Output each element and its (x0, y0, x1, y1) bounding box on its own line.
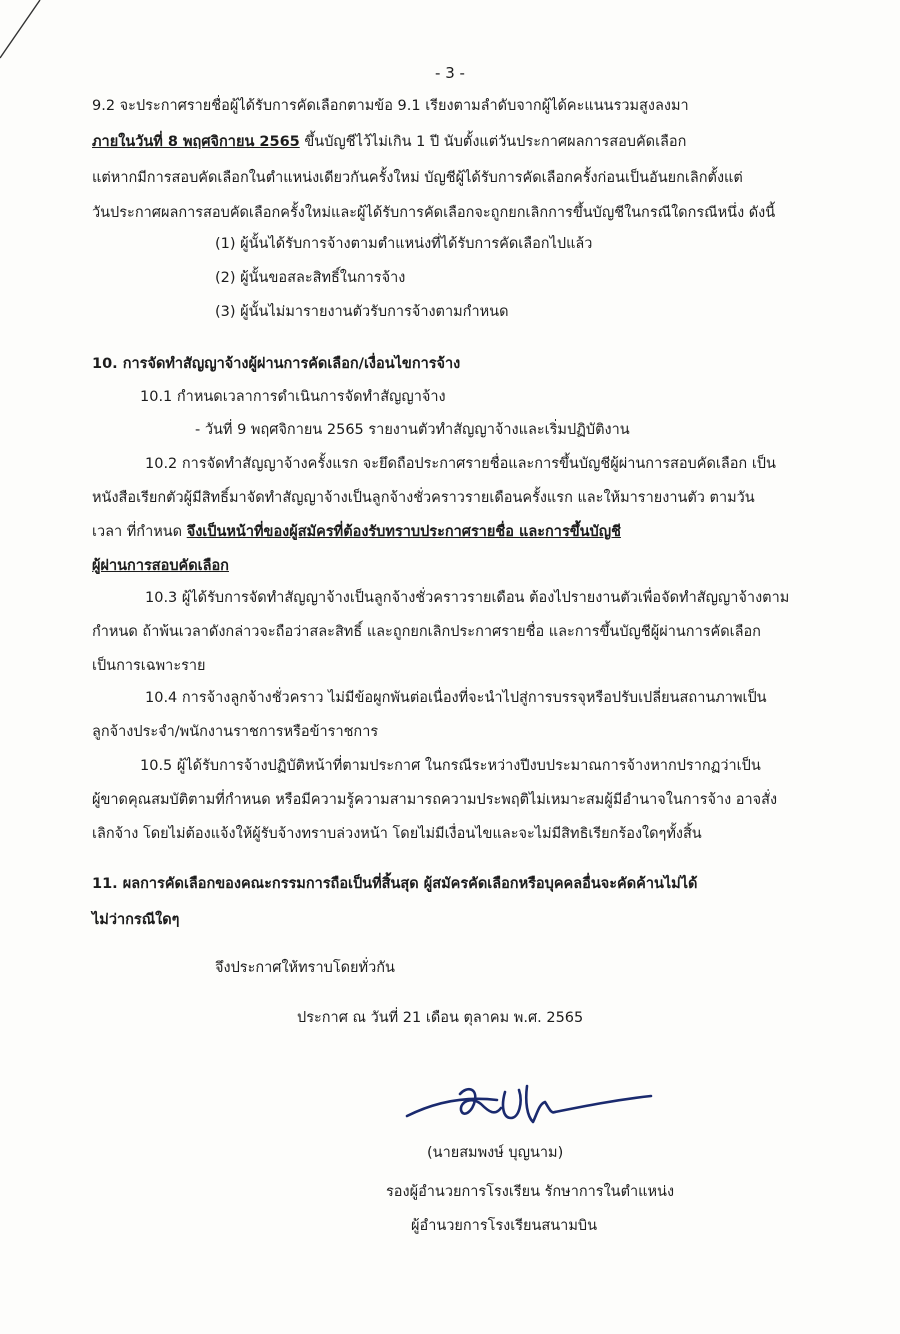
sec9-2-item-3: (3) ผู้นั้นไม่มารายงานตัวรับการจ้างตามกำหนด (215, 304, 509, 320)
page-number: - 3 - (435, 64, 465, 82)
sec9-2-line-1: 9.2 จะประกาศรายชื่อผู้ได้รับการคัดเลือกตามข้อ 9.1 เรียงตามลำดับจากผู้ได้คะแนนรวมสูงลงมา (92, 98, 689, 114)
announcement-date: ประกาศ ณ วันที่ 21 เดือน ตุลาคม พ.ศ. 2565 (297, 1010, 584, 1026)
sec10-2-line-4: ผู้ผ่านการสอบคัดเลือก (92, 558, 229, 574)
sec9-2-line-2 (92, 132, 686, 152)
sec10-2-line-3-a: เวลา ที่กำหนด (92, 524, 187, 540)
signer-position-2: ผู้อำนวยการโรงเรียนสนามบิน (411, 1218, 597, 1234)
sec11-line-2: ไม่ว่ากรณีใดๆ (92, 912, 180, 928)
sec9-2-item-2: (2) ผู้นั้นขอสละสิทธิ์ในการจ้าง (215, 270, 406, 286)
sec10-5-line-3: เลิกจ้าง โดยไม่ต้องแจ้งให้ผู้รับจ้างทราบล่วงหน้า โดยไม่มีเงื่อนไขและจะไม่มีสิทธิเรียกร้องใดๆทั้งสิ้น (92, 826, 702, 842)
sec10-5-line-2: ผู้ขาดคุณสมบัติตามที่กำหนด หรือมีความรู้ความสามารถความประพฤติไม่เหมาะสมผู้มีอำนาจในการจ้าง อาจสั่ง (92, 792, 778, 808)
sec10-3-line-1: 10.3 ผู้ได้รับการจัดทำสัญญาจ้างเป็นลูกจ้างชั่วคราวรายเดือน ต้องไปรายงานตัวเพื่อจัดทำสัญญาจ้างตาม (145, 590, 790, 606)
sec10-4-line-2: ลูกจ้างประจำ/พนักงานราชการหรือข้าราชการ (92, 724, 379, 740)
closing-statement: จึงประกาศให้ทราบโดยทั่วกัน (215, 960, 395, 976)
sec10-5-line-1: 10.5 ผู้ได้รับการจ้างปฏิบัติหน้าที่ตามประกาศ ในกรณีระหว่างปีงบประมาณการจ้างหากปรากฏว่าเป็น (140, 758, 761, 774)
signer-name: (นายสมพงษ์ บุญนาม) (427, 1145, 564, 1161)
sec9-2-line-2-rest: ขึ้นบัญชีไว้ไม่เกิน 1 ปี นับตั้งแต่วันประกาศผลการสอบคัดเลือก (299, 134, 687, 150)
sec10-2-notice: จึงเป็นหน้าที่ของผู้สมัครที่ต้องรับทราบประกาศรายชื่อ และการขึ้นบัญชี (186, 524, 621, 540)
sec9-2-line-4: วันประกาศผลการสอบคัดเลือกครั้งใหม่และผู้ได้รับการคัดเลือกจะถูกยกเลิกการขึ้นบัญชีในกรณีใดกรณีหนึ่ง ดังนี้ (92, 205, 776, 221)
sec10-4-line-1: 10.4 การจ้างลูกจ้างชั่วคราว ไม่มีข้อผูกพันต่อเนื่องที่จะนำไปสู่การบรรจุหรือปรับเปลี่ยนสถานภาพเป็น (145, 690, 767, 706)
sec10-heading: 10. การจัดทำสัญญาจ้างผู้ผ่านการคัดเลือก/เงื่อนไขการจ้าง (92, 356, 461, 372)
sec11-line-1: 11. ผลการคัดเลือกของคณะกรรมการถือเป็นที่สิ้นสุด ผู้สมัครคัดเลือกหรือบุคคลอื่นจะคัดค้านไม่ได้ (92, 876, 698, 892)
sec9-2-line-3: แต่หากมีการสอบคัดเลือกในตำแหน่งเดียวกันครั้งใหม่ บัญชีผู้ได้รับการคัดเลือกครั้งก่อนเป็นอันยกเลิกตั้งแต่ (92, 170, 743, 186)
signer-position-1: รองผู้อำนวยการโรงเรียน รักษาการในตำแหน่ง (386, 1184, 675, 1200)
handwritten-signature (405, 1082, 655, 1134)
sec10-1-item: - วันที่ 9 พฤศจิกายน 2565 รายงานตัวทำสัญญาจ้างและเริ่มปฏิบัติงาน (195, 422, 630, 438)
sec10-2-line-1: 10.2 การจัดทำสัญญาจ้างครั้งแรก จะยึดถือประกาศรายชื่อและการขึ้นบัญชีผู้ผ่านการสอบคัดเลือก เป็น (145, 456, 776, 472)
sec9-2-deadline: ภายในวันที่ 8 พฤศจิกายน 2565 (92, 134, 300, 150)
sec10-3-line-2: กำหนด ถ้าพ้นเวลาดังกล่าวจะถือว่าสละสิทธิ์ และถูกยกเลิกประกาศรายชื่อ และการขึ้นบัญชีผู้ผ่านการคัดเลือก (92, 624, 761, 640)
page-corner-mark (0, 0, 60, 70)
sec10-2-line-3 (92, 522, 621, 542)
sec10-3-line-3: เป็นการเฉพาะราย (92, 658, 206, 674)
sec10-1: 10.1 กำหนดเวลาการดำเนินการจัดทำสัญญาจ้าง (140, 389, 446, 405)
sec9-2-item-1: (1) ผู้นั้นได้รับการจ้างตามตำแหน่งที่ได้รับการคัดเลือกไปแล้ว (215, 236, 593, 252)
sec10-2-line-2: หนังสือเรียกตัวผู้มีสิทธิ์มาจัดทำสัญญาจ้างเป็นลูกจ้างชั่วคราวรายเดือนครั้งแรก และให้มารายงานตัว ตามวัน (92, 490, 755, 506)
